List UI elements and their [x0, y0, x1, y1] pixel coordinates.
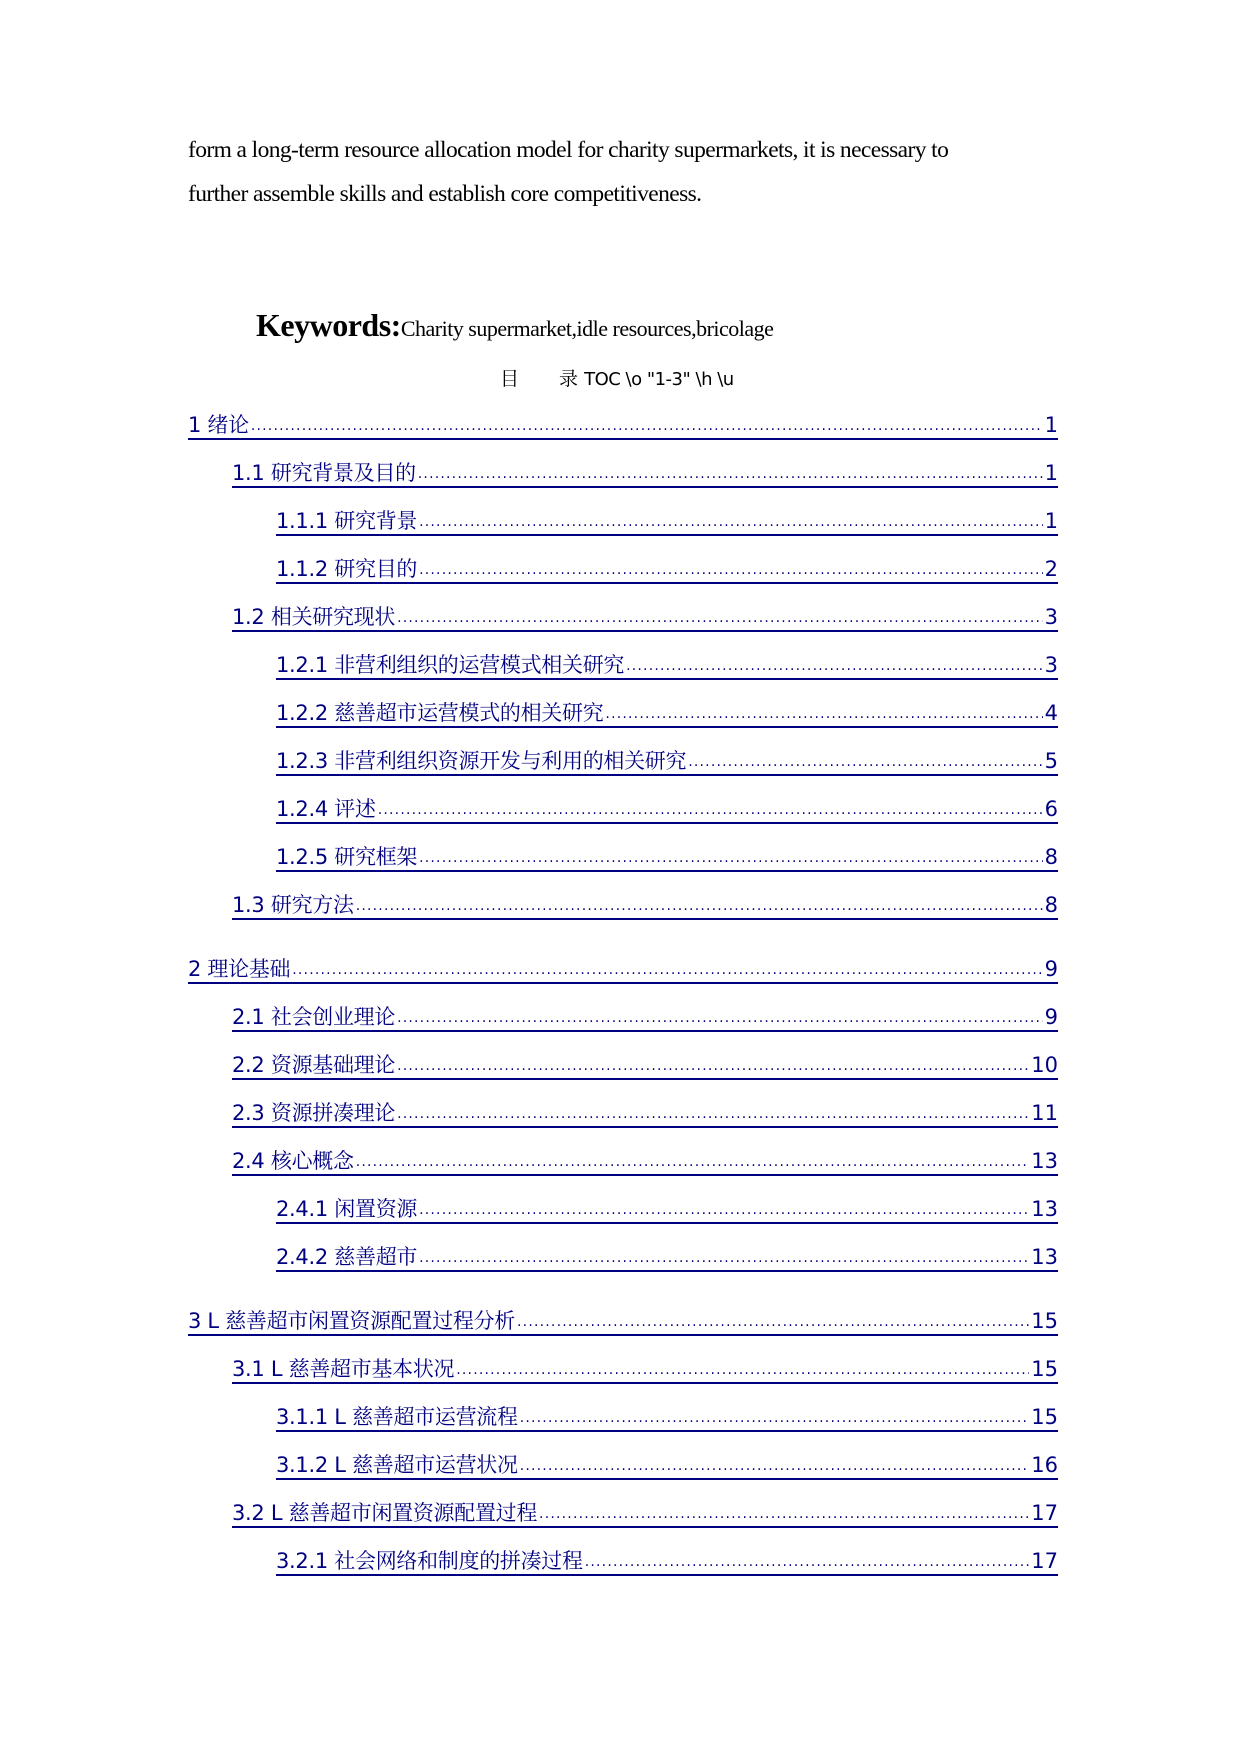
- toc-entry[interactable]: 3.1.2 L 慈善超市运营状况 ..... 16: [276, 1448, 1058, 1480]
- leader-dots: [251, 414, 1043, 438]
- page-number: 8: [1044, 893, 1058, 917]
- toc-title-right: 录: [559, 368, 579, 390]
- leader-dots: [520, 1406, 1030, 1430]
- leader-dots: [356, 894, 1043, 918]
- toc-entry[interactable]: 1.2.3 非营利组织资源开发与利用的相关研究 ..... 5: [276, 744, 1058, 776]
- page-number: 15: [1031, 1357, 1058, 1381]
- page-number: 16: [1031, 1453, 1058, 1477]
- page-number: 17: [1031, 1549, 1058, 1573]
- keywords-value: Charity supermarket,idle resources,bricolage: [400, 316, 774, 341]
- leader-dots: [517, 1310, 1029, 1334]
- leader-dots: [419, 1198, 1029, 1222]
- page-number: 1: [1044, 461, 1058, 485]
- page-number: 17: [1031, 1501, 1058, 1525]
- leader-dots: [419, 846, 1043, 870]
- page-number: 6: [1044, 797, 1058, 821]
- toc-entry[interactable]: 3.2 L 慈善超市闲置资源配置过程 ..... 17: [232, 1496, 1058, 1528]
- page-number: 13: [1031, 1245, 1058, 1269]
- toc-title: [500, 364, 734, 391]
- toc-entry[interactable]: 3.1 L 慈善超市基本状况 ..... 15: [232, 1352, 1058, 1384]
- toc-entry[interactable]: 1.2.1 非营利组织的运营模式相关研究 ..... 3: [276, 648, 1058, 680]
- page-number: 10: [1031, 1053, 1058, 1077]
- leader-dots: [378, 798, 1043, 822]
- leader-dots: [520, 1454, 1030, 1478]
- leader-dots: [456, 1358, 1029, 1382]
- toc-entry[interactable]: 1.1.1 研究背景 ..... 1: [276, 504, 1058, 536]
- toc-entry[interactable]: 1.1.2 研究目的 ..... 2: [276, 552, 1058, 584]
- toc-entry[interactable]: 1.2.5 研究框架 ..... 8: [276, 840, 1058, 872]
- toc-entry[interactable]: 2.3 资源拼凑理论 ..... 11: [232, 1096, 1058, 1128]
- leader-dots: [585, 1550, 1030, 1574]
- toc-entry[interactable]: 1.2 相关研究现状 ..... 3: [232, 600, 1058, 632]
- toc-entry[interactable]: 2.4 核心概念 ..... 13: [232, 1144, 1058, 1176]
- toc-entry[interactable]: 2.1 社会创业理论 ..... 9: [232, 1000, 1058, 1032]
- leader-dots: [419, 558, 1043, 582]
- toc-field-code: TOC \o "1-3" \h \u: [584, 369, 734, 390]
- abstract-line-1: form a long-term resource allocation model for charity supermarkets, it is necessary to: [188, 137, 949, 163]
- leader-dots: [688, 750, 1042, 774]
- leader-dots: [418, 462, 1043, 486]
- page-number: 15: [1031, 1309, 1058, 1333]
- leader-dots: [605, 702, 1042, 726]
- leader-dots: [419, 510, 1043, 534]
- leader-dots: [397, 1006, 1043, 1030]
- toc-title-left: 目: [500, 368, 520, 390]
- page-number: 9: [1044, 957, 1058, 981]
- leader-dots: [626, 654, 1043, 678]
- toc-entry[interactable]: 3.2.1 社会网络和制度的拼凑过程 ..... 17: [276, 1544, 1058, 1576]
- page-number: 8: [1044, 845, 1058, 869]
- toc-entry[interactable]: 2.4.1 闲置资源 ..... 13: [276, 1192, 1058, 1224]
- toc-entry[interactable]: 2 理论基础 ..... 9: [188, 952, 1058, 984]
- leader-dots: [539, 1502, 1029, 1526]
- page-number: 15: [1031, 1405, 1058, 1429]
- page-number: 3: [1044, 605, 1058, 629]
- leader-dots: [397, 1054, 1029, 1078]
- page-number: 11: [1031, 1101, 1058, 1125]
- leader-dots: [419, 1246, 1029, 1270]
- page-number: 5: [1044, 749, 1058, 773]
- keywords: [256, 307, 773, 344]
- keywords-label: Keywords:: [256, 307, 401, 343]
- toc-entry[interactable]: 1.1 研究背景及目的 ..... 1: [232, 456, 1058, 488]
- toc-entry[interactable]: 1.3 研究方法 ..... 8: [232, 888, 1058, 920]
- page-number: 2: [1044, 557, 1058, 581]
- toc-entry[interactable]: 3 L 慈善超市闲置资源配置过程分析 ..... 15: [188, 1304, 1058, 1336]
- page-number: 13: [1031, 1197, 1058, 1221]
- page-number: 9: [1044, 1005, 1058, 1029]
- page-number: 13: [1031, 1149, 1058, 1173]
- toc-entry[interactable]: 2.2 资源基础理论 ..... 10: [232, 1048, 1058, 1080]
- toc-entry[interactable]: 3.1.1 L 慈善超市运营流程 ..... 15: [276, 1400, 1058, 1432]
- page-number: 4: [1044, 701, 1058, 725]
- page-number: 3: [1044, 653, 1058, 677]
- toc-entry[interactable]: 1 绪论 ..... 1: [188, 408, 1058, 440]
- leader-dots: [356, 1150, 1030, 1174]
- leader-dots: [397, 606, 1043, 630]
- toc-entry[interactable]: 2.4.2 慈善超市 ..... 13: [276, 1240, 1058, 1272]
- abstract-line-2: further assemble skills and establish core competitiveness.: [188, 181, 702, 207]
- leader-dots: [397, 1102, 1029, 1126]
- page-number: 1: [1044, 509, 1058, 533]
- leader-dots: [292, 958, 1042, 982]
- page-number: 1: [1044, 413, 1058, 437]
- toc-entry[interactable]: 1.2.4 评述 ..... 6: [276, 792, 1058, 824]
- toc-entry[interactable]: 1.2.2 慈善超市运营模式的相关研究 ..... 4: [276, 696, 1058, 728]
